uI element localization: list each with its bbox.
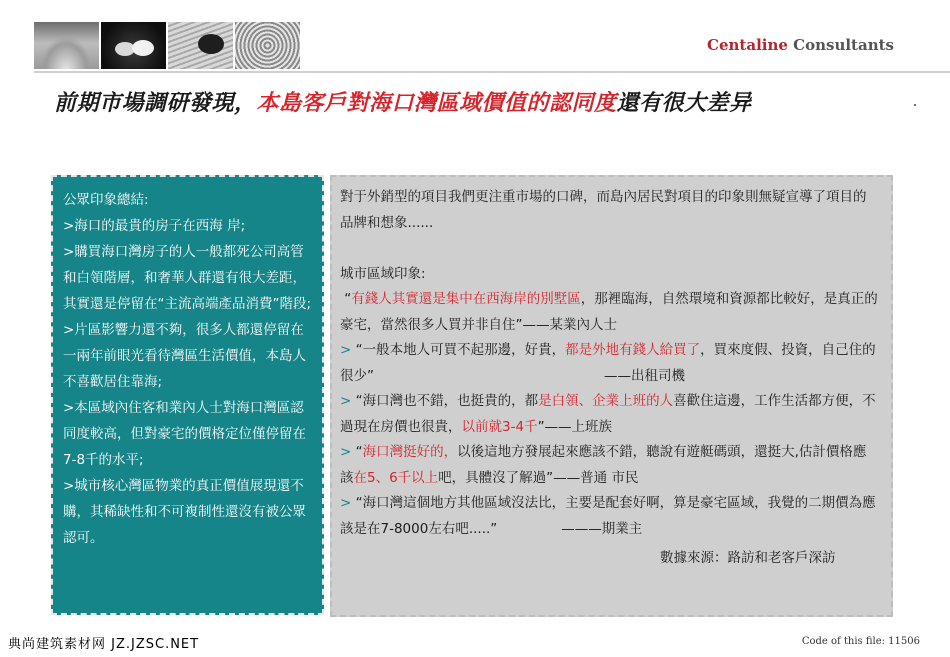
raked-sand-stone-photo xyxy=(168,22,233,69)
summary-line: >片區影響力還不夠，很多人都還停留在一兩年前眼光看待灣區生活價值，本島人不喜歡居住靠海; xyxy=(63,322,306,390)
section-title: 城市區域印象: xyxy=(340,265,426,282)
quote-4: > “海口灣挺好的，以後這地方發展起來應該不錯，聽說有遊艇碼頭，還挺大,估計價格應該在5、6千以上吧，具體沒了解過”——普通 市民 xyxy=(340,444,867,486)
summary-line: >海口的最貴的房子在西海 岸; xyxy=(63,218,246,234)
brand-logo-text: Centaline Consultants xyxy=(707,36,894,54)
footer-watermark: 典尚建筑素材网 JZ.JZSC.NET xyxy=(8,637,200,652)
header-divider xyxy=(34,71,950,73)
wood-rings-photo xyxy=(235,22,300,69)
quote-1: “有錢人其實還是集中在西海岸的別墅區，那裡臨海，自然環境和資源都比較好，是真正的豪宅，當然很多人買并非自住”——某業內人士 xyxy=(340,291,878,333)
data-source-note: 數據來源：路訪和老客戶深訪 xyxy=(660,550,836,566)
summary-line: >購買海口灣房子的人一般都死公司高管和白領階層，和奢華人群還有很大差距，其實還是停留在“主流高端產品消費”階段; xyxy=(63,244,312,312)
summary-line: >本區域內住客和業內人士對海口灣區認同度較高，但對豪宅的價格定位僅停留在7-8千的水平; xyxy=(63,400,306,468)
summary-line: 公眾印象總結: xyxy=(63,192,149,208)
footer-file-code: Code of this file: 11506 xyxy=(801,636,920,647)
summary-line: >城市核心灣區物業的真正價值展現還不購，其稀缺性和不可複制性還沒有被公眾認可。 xyxy=(63,478,306,546)
header-image-strip xyxy=(34,22,300,69)
quote-3: > “海口灣也不錯，也挺貴的，都是白領、企業上班的人喜歡住這邊，工作生活都方便，不過現在房價也很貴，以前就3-4千”——上班族 xyxy=(340,393,876,435)
quote-5: > “海口灣這個地方其他區域沒法比，主要是配套好啊，算是豪宅區域，我覺的二期價為應該是在7-8000左右吧.....” ———期業主 xyxy=(340,495,876,537)
zen-stones-photo xyxy=(101,22,166,69)
slide-headline: 前期市場調研發現，本島客戶對海口灣區域價值的認同度還有很大差异 xyxy=(54,91,752,116)
quote-2: > “一般本地人可買不起那邊，好貴，都是外地有錢人給買了，買來度假、投資，自己住的很少” ——出租司機 xyxy=(340,342,876,384)
public-impression-summary-panel xyxy=(51,175,324,615)
decorative-dot xyxy=(914,104,916,106)
city-impression-panel xyxy=(330,175,893,617)
sand-mound-photo xyxy=(34,22,99,69)
intro-paragraph: 對于外銷型的項目我們更注重市場的口碑，而島內居民對項目的印象則無疑宣導了項目的品牌和想象...... xyxy=(340,189,867,231)
